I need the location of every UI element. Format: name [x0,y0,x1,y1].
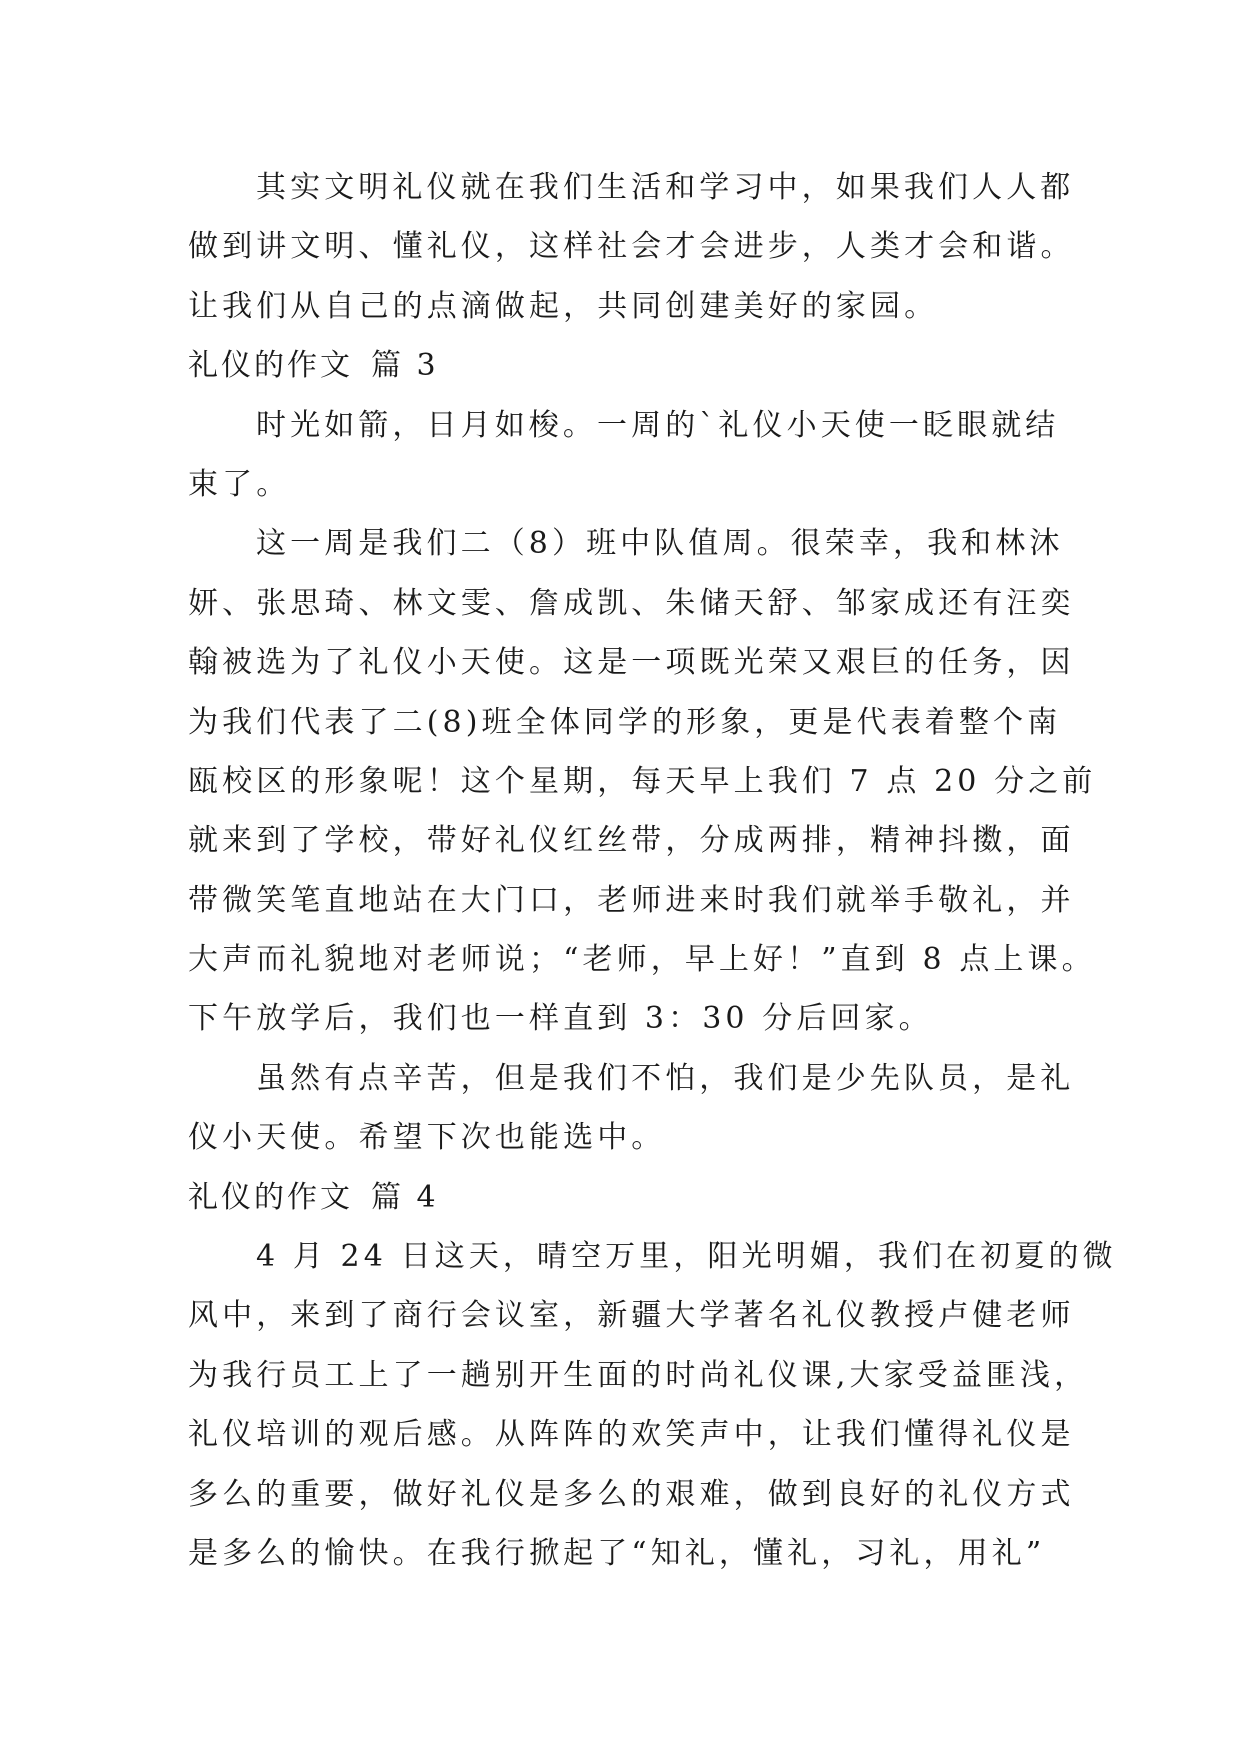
text-line: 让我们从自己的点滴做起，共同创建美好的家园。 [188,288,939,324]
heading-title: 礼仪的作文 [188,1179,353,1215]
text-line: 束了。 [188,466,291,502]
paragraph [188,396,1058,515]
text-line: 带微笑笔直地站在大门口，老师进来时我们就举手敬礼，并 [188,882,1075,918]
paragraph [188,158,1075,336]
text-line: 妍、张思琦、林文雯、詹成凯、朱储天舒、邹家成还有汪奕 [188,585,1075,621]
heading-label: 篇 3 [371,348,439,384]
text-line: 大声而礼貌地对老师说；“老师，早上好！”直到 8 点上课。 [188,942,1096,978]
text-line: 就来到了学校，带好礼仪红丝带，分成两排，精神抖擞，面 [188,823,1075,859]
text-line: 时光如箭，日月如梭。一周的`礼仪小天使一眨眼就结 [256,407,1060,443]
text-line: 礼仪培训的观后感。从阵阵的欢笑声中，让我们懂得礼仪是 [188,1417,1075,1453]
section-heading [188,336,1058,395]
text-line: 下午放学后，我们也一样直到 3：30 分后回家。 [188,1001,933,1037]
text-line: 其实文明礼仪就在我们生活和学习中，如果我们人人都 [256,170,1075,205]
text-line: 翰被选为了礼仪小天使。这是一项既光荣又艰巨的任务，因 [188,645,1075,681]
heading-title: 礼仪的作文 [188,348,353,384]
document-body [188,158,1117,1583]
text-line: 虽然有点辛苦，但是我们不怕，我们是少先队员，是礼 [256,1060,1075,1096]
text-line: 风中，来到了商行会议室，新疆大学著名礼仪教授卢健老师 [188,1298,1075,1334]
text-line: 4 月 24 日这天，晴空万里，阳光明媚，我们在初夏的微 [256,1239,1117,1275]
paragraph [188,1227,1117,1583]
text-line: 是多么的愉快。在我行掀起了“知礼，懂礼，习礼，用礼” [188,1535,1046,1571]
heading-label: 篇 4 [371,1179,439,1215]
text-line: 为我行员工上了一趟别开生面的时尚礼仪课,大家受益匪浅， [188,1357,1089,1393]
text-line: 仪小天使。希望下次也能选中。 [188,1120,666,1156]
text-line: 这一周是我们二（8）班中队值周。很荣幸，我和林沐 [256,526,1064,562]
text-line: 为我们代表了二(8)班全体同学的形象，更是代表着整个南 [188,704,1062,740]
text-line: 瓯校区的形象呢！这个星期，每天早上我们 7 点 20 分之前 [188,763,1097,799]
paragraph [188,514,1097,1049]
text-line: 做到讲文明、懂礼仪，这样社会才会进步，人类才会和谐。 [188,229,1075,265]
paragraph [188,1049,1075,1168]
section-heading [188,1168,1058,1227]
text-line: 多么的重要，做好礼仪是多么的艰难，做到良好的礼仪方式 [188,1476,1075,1512]
